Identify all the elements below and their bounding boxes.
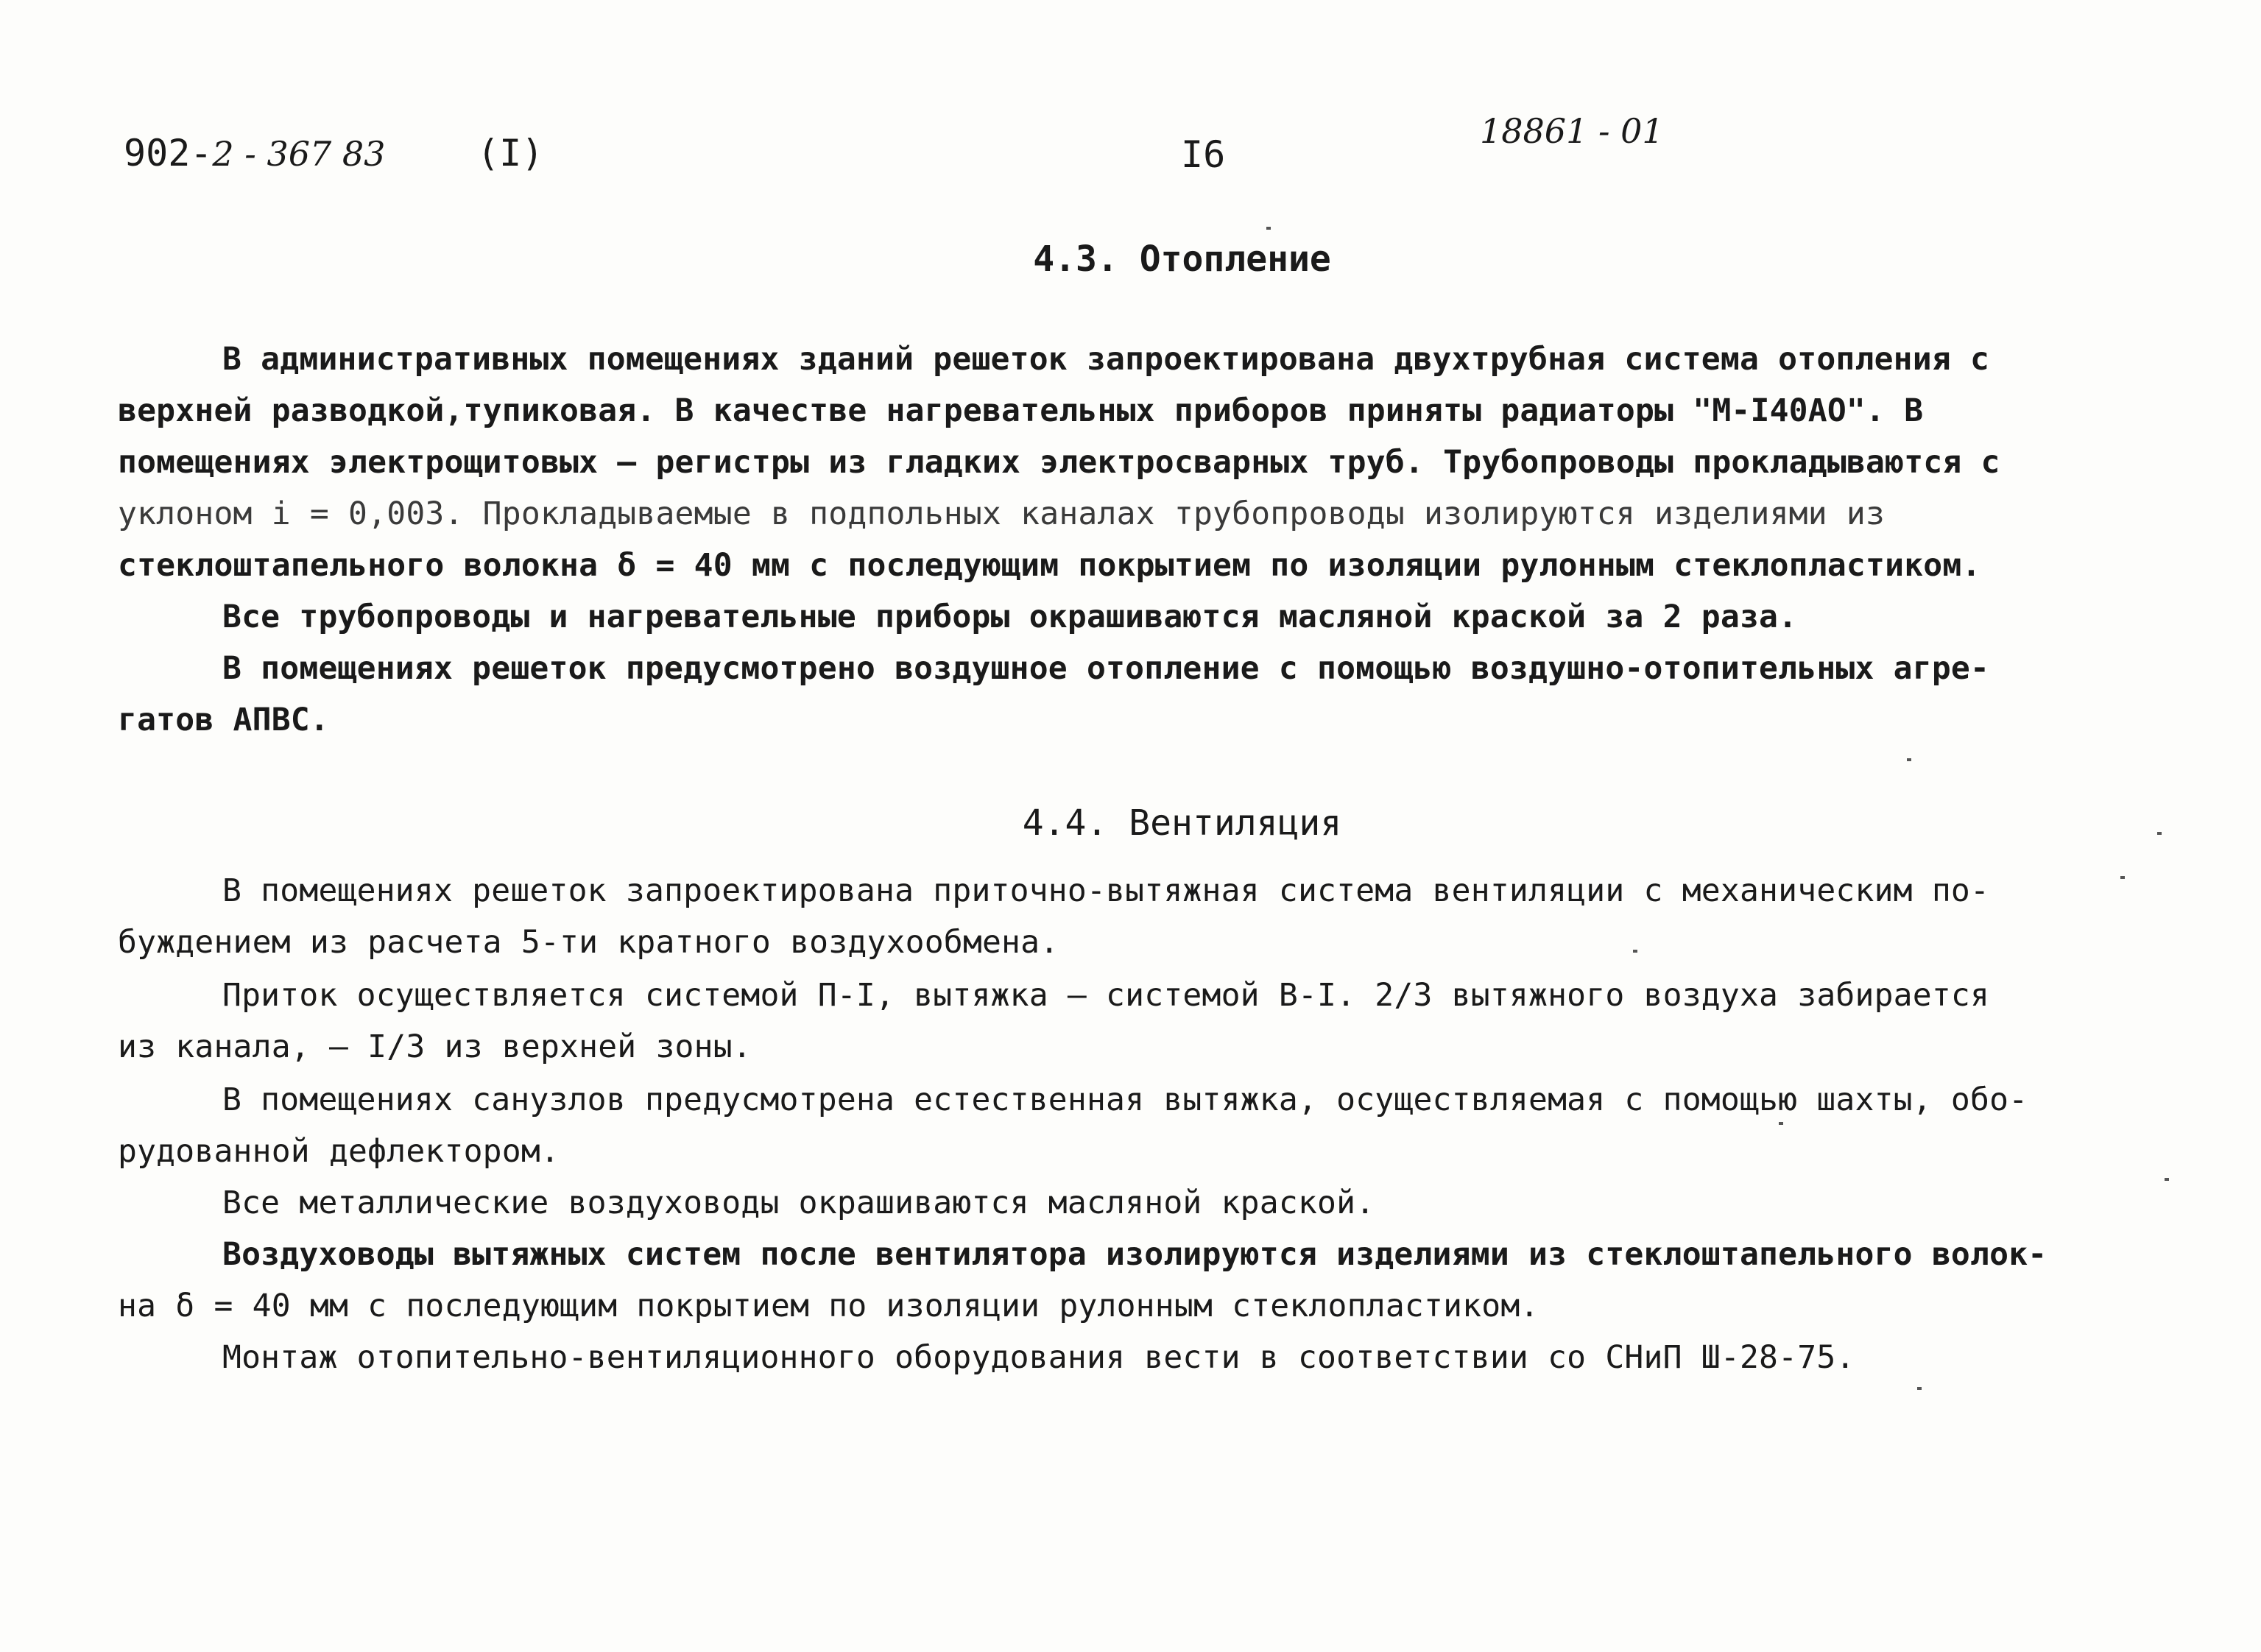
paragraph-line: помещениях электрощитовых – регистры из гладких электросварных труб. Трубопроводы прокладываются с: [118, 444, 2000, 481]
series-printed: 902-: [124, 132, 213, 174]
scan-speck: [2165, 1178, 2169, 1181]
paragraph-line: на δ = 40 мм с последующим покрытием по изоляции рулонным стеклопластиком.: [118, 1288, 1539, 1324]
scan-speck: [2157, 832, 2162, 835]
section-heading-heating: 4.3. Отопление: [1033, 239, 1331, 280]
part-number: (I): [477, 132, 544, 174]
scan-speck: [2120, 876, 2125, 879]
handwritten-reference: 18861 - 01: [1480, 111, 1664, 151]
paragraph-line: гатов АПВС.: [118, 702, 329, 738]
paragraph-line: стеклоштапельного волокна δ = 40 мм с последующим покрытием по изоляции рулонным стеклопластиком.: [118, 547, 1981, 584]
scan-speck: [1633, 950, 1637, 953]
paragraph-line: Монтаж отопительно-вентиляционного оборудования вести в соответствии со СНиП Ш-28-75.: [222, 1339, 1855, 1376]
document-series: [124, 131, 385, 176]
scan-speck: [1779, 1122, 1783, 1125]
paragraph-line: буждением из расчета 5-ти кратного воздухообмена.: [118, 924, 1059, 961]
scan-speck: [1907, 758, 1911, 761]
page-number: I6: [1181, 133, 1226, 176]
paragraph-line: В помещениях решеток предусмотрено воздушное отопление с помощью воздушно-отопительных агре-: [222, 650, 1990, 687]
series-handwritten: 2 - 367 83: [212, 134, 386, 174]
paragraph-line: В административных помещениях зданий решеток запроектирована двухтрубная система отопления с: [222, 341, 1990, 378]
paragraph-line: В помещениях санузлов предусмотрена естественная вытяжка, осуществляемая с помощью шахты, обо-: [222, 1081, 2028, 1118]
paragraph-line: Все металлические воздуховоды окрашиваются масляной краской.: [222, 1185, 1375, 1221]
paragraph-line: В помещениях решеток запроектирована приточно-вытяжная система вентиляции с механическим по-: [222, 872, 1990, 909]
scan-speck: [1266, 227, 1271, 230]
paragraph-line: из канала, – I/3 из верхней зоны.: [118, 1028, 752, 1065]
scan-speck: [1917, 1387, 1922, 1390]
paragraph-line: рудованной дефлектором.: [118, 1133, 560, 1170]
paragraph-line: Приток осуществляется системой П-I, вытяжка – системой В-I. 2/3 вытяжного воздуха забирается: [222, 977, 1990, 1014]
paragraph-line: Воздуховоды вытяжных систем после вентилятора изолируются изделиями из стеклоштапельного волок-: [222, 1236, 2047, 1273]
paragraph-line: уклоном i = 0,003. Прокладываемые в подпольных каналах трубопроводы изолируются изделиями из: [118, 495, 1886, 532]
paragraph-line: Все трубопроводы и нагревательные приборы окрашиваются масляной краской за 2 раза.: [222, 599, 1798, 635]
section-heading-ventilation: 4.4. Вентиляция: [1022, 802, 1342, 844]
paragraph-line: верхней разводкой,тупиковая. В качестве нагревательных приборов приняты радиаторы "М-I40АО". В: [118, 392, 1924, 429]
